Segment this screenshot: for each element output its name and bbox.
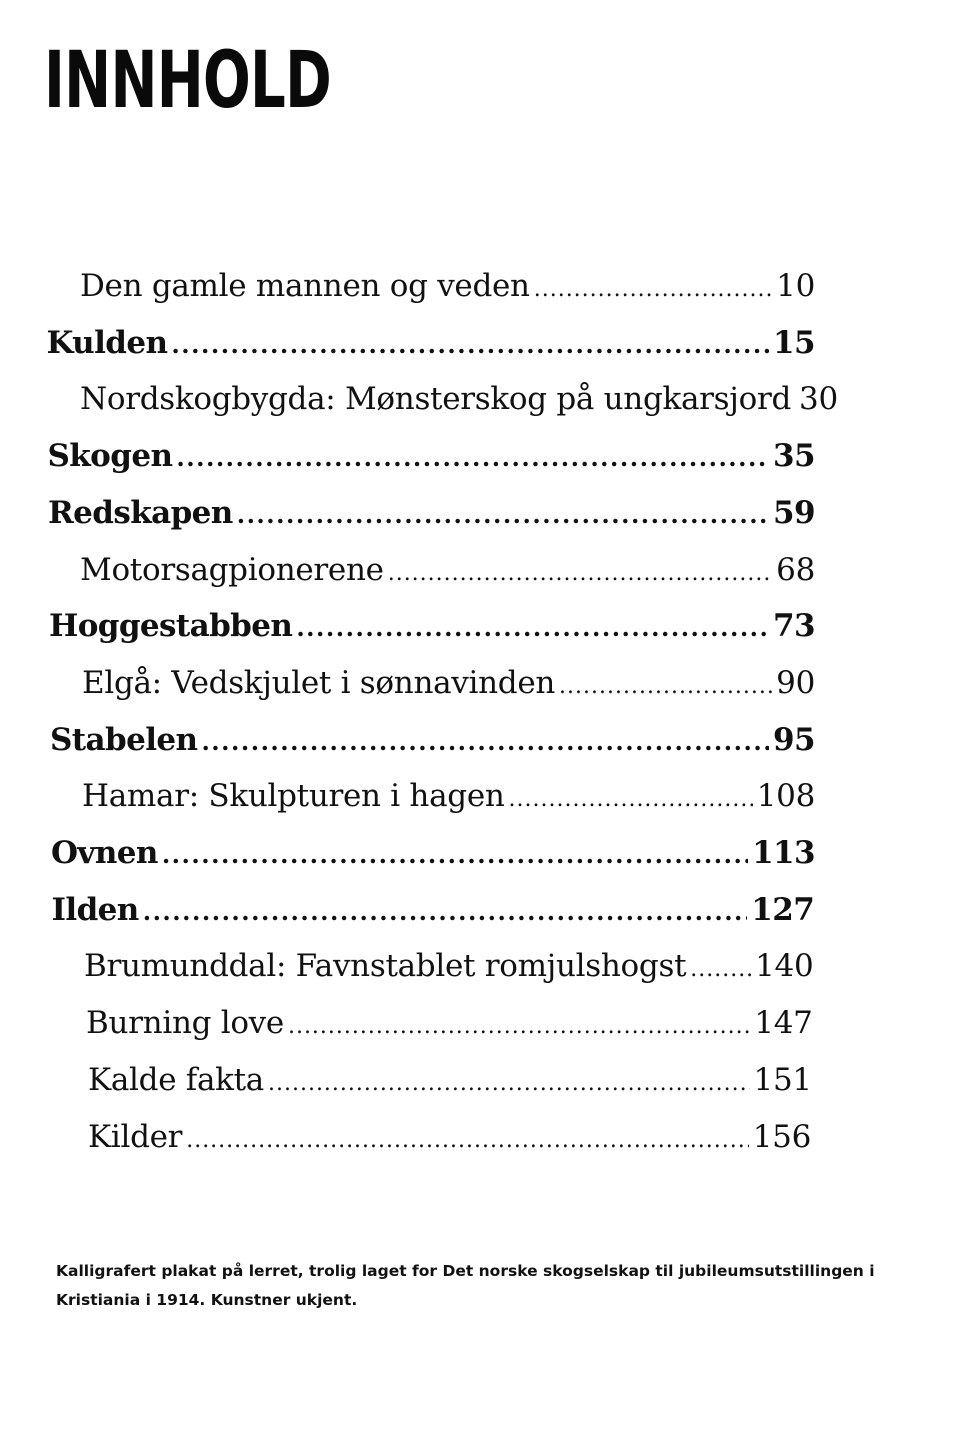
toc-leader-dots: [388, 561, 772, 586]
page-title: INNHOLD: [44, 36, 332, 126]
toc-leader-dots: [690, 957, 751, 982]
toc-subchapter-row: [84, 948, 813, 1000]
toc-entry-title: Redskapen: [48, 494, 233, 531]
toc-chapter-row: [50, 722, 815, 774]
toc-chapter-row: [52, 892, 815, 944]
toc-entry-title: Kalde fakta: [88, 1061, 264, 1098]
toc-page-number: 68: [776, 551, 815, 588]
toc-page-number: 10: [776, 268, 815, 304]
toc-leader-dots: [288, 1014, 750, 1039]
toc-page-number: 156: [752, 1118, 811, 1155]
toc-entry-title: Brumunddal: Favnstablet romjulshogst: [84, 948, 687, 985]
toc-chapter-row: [49, 608, 815, 660]
toc-page-number: 59: [773, 494, 815, 531]
toc-chapter-row: [48, 438, 816, 490]
toc-leader-dots: [534, 277, 772, 302]
toc-page-number: 113: [752, 835, 815, 871]
toc-leader-dots: [509, 787, 753, 812]
toc-subchapter-row: [86, 1005, 813, 1057]
toc-leader-dots: [171, 330, 769, 359]
toc-entry-title: Stabelen: [50, 721, 198, 758]
toc-subchapter-row: [80, 381, 838, 433]
toc-entry-title: Kilder: [88, 1118, 183, 1155]
toc-entry-title: Kulden: [46, 324, 168, 361]
toc-page-number: 15: [773, 324, 815, 361]
toc-page-number: 95: [773, 721, 815, 758]
toc-leader-dots: [201, 727, 769, 756]
toc-page-number: 140: [755, 948, 814, 985]
toc-entry-title: Elgå: Vedskjulet i sønnavinden: [82, 664, 556, 701]
toc-page-number: 127: [751, 891, 815, 928]
toc-leader-dots: [162, 840, 748, 869]
toc-subchapter-row: [80, 268, 815, 320]
toc-entry-title: Burning love: [86, 1005, 284, 1042]
toc-entry-title: Den gamle mannen og veden: [80, 268, 530, 304]
toc-page-number: 73: [773, 608, 815, 645]
toc-subchapter-row: [82, 778, 815, 830]
caption: Kalligrafert plakat på lerret, trolig laget for Det norske skogselskap til jubileumsutstillingen i Kristiania i 1914. Kunstner ukjent.: [56, 1262, 875, 1309]
toc-leader-dots: [176, 443, 769, 472]
toc-leader-dots: [186, 1128, 749, 1153]
toc-page-number: 30: [799, 381, 838, 418]
toc-page-number: 108: [756, 778, 815, 815]
toc-leader-dots: [268, 1071, 750, 1096]
toc-subchapter-row: [88, 1119, 811, 1171]
toc-entry-title: Hoggestabben: [49, 608, 293, 645]
toc-page-number: 90: [776, 664, 815, 701]
toc-entry-title: Nordskogbygda: Mønsterskog på ungkarsjord: [80, 381, 792, 418]
toc-subchapter-row: [88, 1062, 812, 1114]
toc-entry-title: Ilden: [51, 891, 139, 928]
toc-entry-title: Hamar: Skulpturen i hagen: [82, 778, 505, 815]
toc-entry-title: Ovnen: [51, 835, 158, 871]
toc-page-number: 151: [753, 1061, 812, 1098]
toc-subchapter-row: [80, 552, 815, 604]
toc-leader-dots: [559, 674, 772, 699]
toc-leader-dots: [143, 897, 748, 926]
toc-chapter-row: [47, 325, 816, 377]
toc-chapter-row: [48, 495, 815, 547]
toc-entry-title: Skogen: [47, 438, 173, 475]
toc-leader-dots: [237, 500, 769, 529]
toc-subchapter-row: [82, 665, 815, 717]
toc-page-number: 35: [773, 438, 815, 475]
toc-chapter-row: [51, 835, 815, 887]
toc-page-number: 147: [754, 1005, 813, 1042]
toc-entry-title: Motorsagpionerene: [80, 551, 384, 588]
toc-leader-dots: [296, 613, 769, 642]
